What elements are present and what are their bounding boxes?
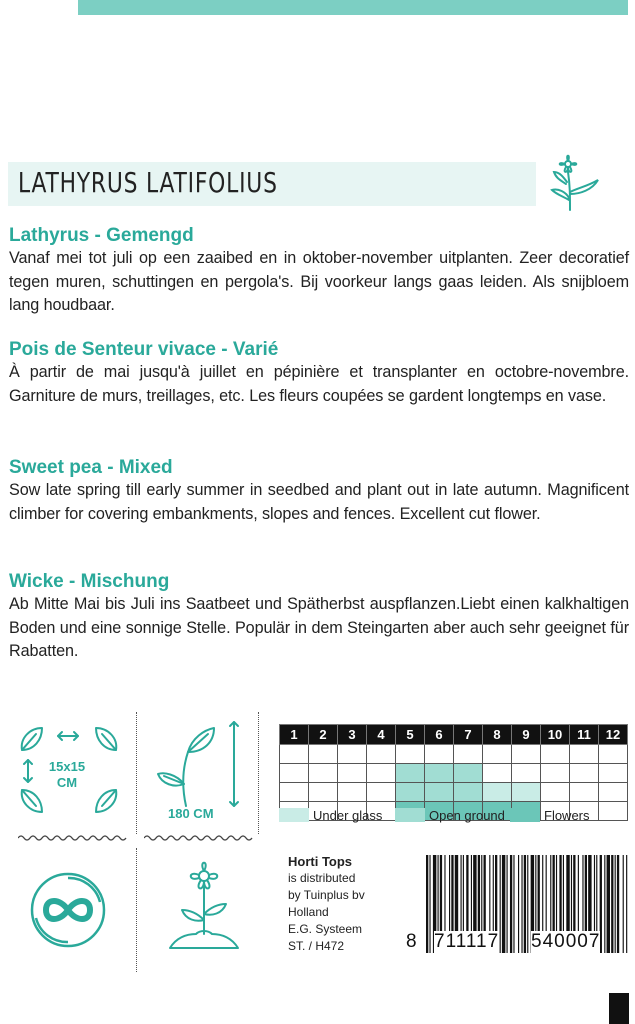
infinity-perennial-icon [16,858,120,962]
legend-swatch [395,808,425,822]
barcode-bar [527,855,528,953]
legend-label: Open ground [429,807,505,823]
section-body: Ab Mitte Mai bis Juli ins Saatbeet und Spätherbst auspflanzen.Liebt einen kalkhaltigen Boden und eine sonnige Stelle. Populär in dem Steingarten aber auch sehr geeignet für Rabatten. [9,595,629,660]
barcode-bar [623,855,624,953]
section-english [9,457,629,526]
calendar-cell [599,802,628,821]
barcode-bar [521,855,522,953]
month-cell: 4 [367,725,396,745]
divider-wave [144,834,254,842]
barcode-bar [507,855,508,953]
flower-in-soil-icon [162,854,246,954]
distributor-info [288,853,365,955]
calendar-cell [570,764,599,783]
barcode-first-digit: 8 [406,931,418,952]
barcode-bar [524,855,526,953]
height-label: 180 CM [168,806,214,821]
section-body: Sow late spring till early summer in seedbed and plant out in late autumn. Magnificent climber for covering embankments, slopes and fences. Excellent cut flower. [9,481,629,523]
section-body: Vanaf mei tot juli op een zaaibed en in oktober-november uitplanten. Zeer decoratief tegen muren, schuttingen en pergola's. Bij voorkeur langs gaas leiden. Als snijbloem lang houdbaar. [9,249,629,314]
calendar-cell [599,764,628,783]
month-cell: 3 [338,725,367,745]
calendar-cell [512,764,541,783]
calendar-cell [338,745,367,764]
calendar-cell [396,783,425,802]
calendar-cell [367,764,396,783]
barcode-bar [607,855,610,953]
top-accent-bar [78,0,628,15]
legend-swatch [279,808,309,822]
calendar-row [280,764,628,783]
calendar-cell [599,745,628,764]
latin-name: LATHYRUS LATIFOLIUS [18,166,278,199]
month-cell: 9 [512,725,541,745]
corner-mark [609,993,629,1024]
calendar-cell [309,764,338,783]
barcode-bar [615,855,616,953]
calendar-row [280,745,628,764]
calendar-cell [483,745,512,764]
section-title: Wicke - Mischung [9,571,170,592]
section-body: À partir de mai jusqu'à juillet en pépinière et transplanter en octobre-novembre. Garniture de murs, treillages, etc. Les fleurs coupées se gardent longtemps en vase. [9,363,629,405]
calendar-cell [454,745,483,764]
distributor-line: E.G. Systeem [288,922,363,936]
month-cell: 12 [599,725,628,745]
month-cell: 1 [280,725,309,745]
legend-under-glass [279,806,382,824]
calendar-cell [367,783,396,802]
calendar-cell [454,783,483,802]
calendar-cell [396,764,425,783]
calendar-cell [599,783,628,802]
distributor-line: ST. / H472 [288,939,345,953]
month-cell: 2 [309,725,338,745]
barcode-bar [518,855,519,953]
calendar-cell [483,764,512,783]
divider-vertical [258,712,259,834]
barcode-bar [513,855,514,953]
month-cell: 10 [541,725,570,745]
barcode-group-1: 711117 [434,931,500,952]
calendar-row [280,783,628,802]
legend-label: Under glass [313,807,383,823]
calendar-cell [570,745,599,764]
barcode-group-2: 540007 [531,931,601,952]
legend-flowers [510,806,590,824]
calendar-cell [280,783,309,802]
barcode-bar [611,855,613,953]
section-dutch [9,225,629,318]
calendar-cell [541,764,570,783]
calendar-cell [425,764,454,783]
flower-sprout-icon [548,150,608,216]
calendar-cell [483,783,512,802]
divider-wave [18,834,128,842]
calendar-cell [338,764,367,783]
calendar-cell [396,745,425,764]
barcode-bar [502,855,505,953]
section-french [9,339,629,408]
legend-open-ground [395,806,505,824]
calendar-cell [309,745,338,764]
divider-vertical [136,712,137,834]
section-title: Sweet pea - Mixed [9,457,173,478]
plant-height-icon [152,718,252,810]
section-german [9,571,629,664]
calendar-cell [425,783,454,802]
legend-swatch [510,808,540,822]
calendar-cell [512,783,541,802]
calendar-cell [280,745,309,764]
spacing-label: 15x15 CM [48,759,86,790]
brand-name: Horti Tops [288,854,353,869]
distributor-line: by Tuinplus bv [288,888,365,902]
barcode-bar [500,855,501,953]
month-cell: 11 [570,725,599,745]
barcode-bar [617,855,619,953]
calendar-header-row [280,725,628,745]
calendar-cell [454,764,483,783]
month-cell: 5 [396,725,425,745]
calendar-cell [338,783,367,802]
barcode-bar [626,855,627,953]
calendar-cell [570,783,599,802]
barcode-bar [426,855,428,953]
distributor-line: is distributed [288,871,356,885]
calendar-cell [541,745,570,764]
calendar-cell [541,783,570,802]
month-cell: 7 [454,725,483,745]
calendar-cell [512,745,541,764]
calendar-cell [425,745,454,764]
barcode-bar [510,855,512,953]
barcode-bar [429,855,430,953]
calendar-cell [280,764,309,783]
month-cell: 6 [425,725,454,745]
calendar-cell [367,745,396,764]
section-title: Lathyrus - Gemengd [9,225,194,246]
month-cell: 8 [483,725,512,745]
calendar-cell [309,783,338,802]
section-title: Pois de Senteur vivace - Varié [9,339,279,360]
barcode-bar [604,855,605,953]
distributor-line: Holland [288,905,329,919]
legend-label: Flowers [544,807,590,823]
divider-vertical [136,848,137,972]
